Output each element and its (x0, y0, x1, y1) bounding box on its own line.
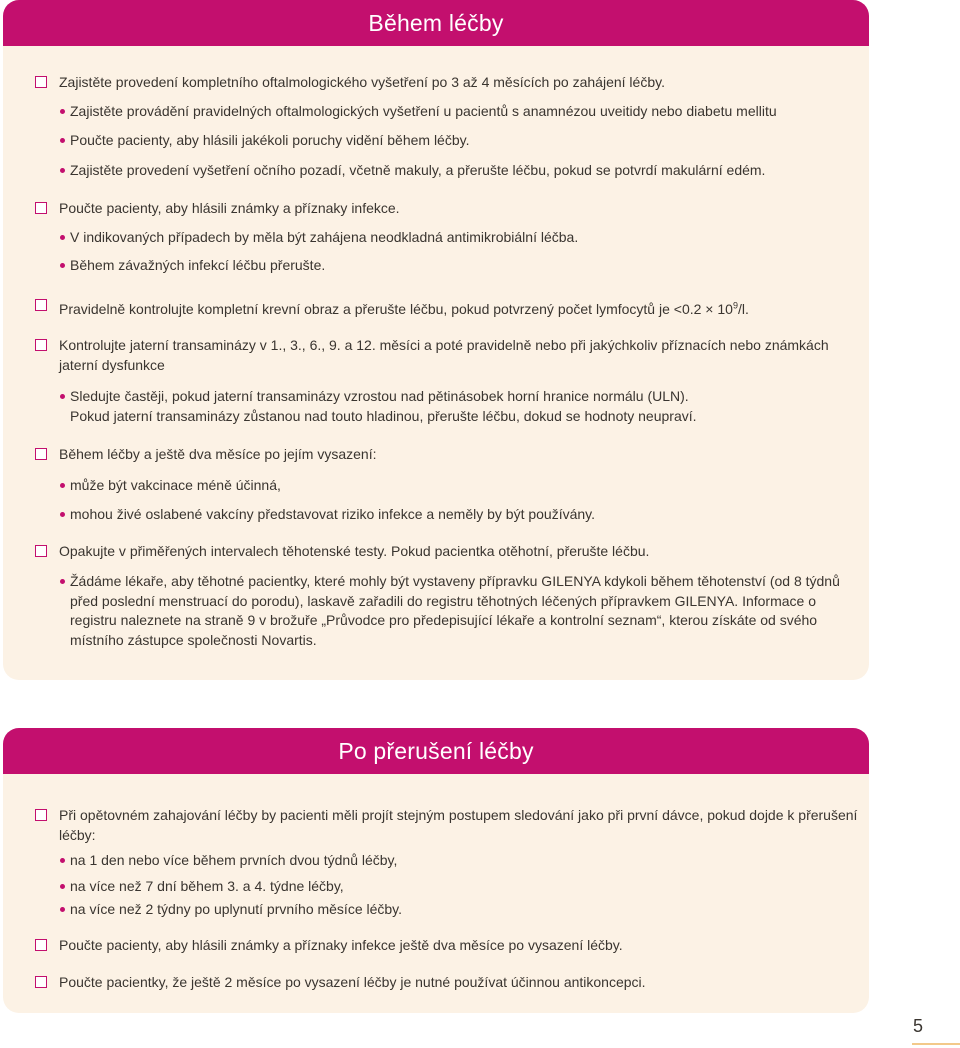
checklist-item (3, 296, 859, 319)
bullet-text: Zajistěte provádění pravidelných oftalmologických vyšetření u pacientů s anamnézou uveitidy nebo diabetu mellitu (70, 103, 777, 119)
bullet-icon (60, 109, 65, 114)
bullet-icon (60, 884, 65, 889)
checkbox-icon[interactable] (35, 76, 47, 88)
bullet-item (3, 102, 859, 122)
checklist-text: Opakujte v přiměřených intervalech těhotenské testy. Pokud pacientka otěhotní, přerušte léčbu. (59, 543, 650, 559)
checklist-text: Poučte pacienty, aby hlásili známky a příznaky infekce ještě dva měsíce po vysazení léčby. (59, 937, 623, 953)
bullet-text: může být vakcinace méně účinná, (70, 477, 281, 493)
bullet-icon (60, 858, 65, 863)
checklist-text: Při opětovném zahajování léčby by pacienti měli projít stejným postupem sledování jako při první dávce, pokud dojde k přerušení léčby: (59, 807, 858, 843)
bullet-text: Zajistěte provedení vyšetření očního pozadí, včetně makuly, a přerušte léčbu, pokud se potvrdí makulární edém. (70, 162, 766, 178)
bullet-icon (60, 168, 65, 173)
bullet-item (3, 877, 859, 897)
bullet-item (3, 256, 859, 276)
during-treatment-header (3, 0, 869, 46)
bullet-text: na více než 7 dní během 3. a 4. týdne léčby, (70, 878, 344, 894)
checklist-text: Poučte pacienty, aby hlásili známky a příznaky infekce. (59, 200, 400, 216)
bullet-text: Žádáme lékaře, aby těhotné pacientky, které mohly být vystaveny přípravku GILENYA kdykoli během těhotenství (od 8 týdnů před poslední menstruací do porodu), laskavě zařadili do registru těhotných léčených přípravkem GILENYA. Informace o registru naleznete na straně 9 v brožuře „Průvodce pro předepisující lékaře a kontrolní seznam“, kterou získáte od svého místního zástupce společnosti Novartis. (70, 573, 840, 648)
bullet-item (3, 387, 859, 407)
checklist-item (3, 973, 859, 993)
after-interruption-panel (3, 728, 869, 1013)
checklist-text: Během léčby a ještě dva měsíce po jejím vysazení: (59, 446, 377, 462)
bullet-item (3, 851, 859, 871)
bullet-text: Během závažných infekcí léčbu přerušte. (70, 257, 326, 273)
checkbox-icon[interactable] (35, 448, 47, 460)
bullet-icon (60, 235, 65, 240)
during-treatment-panel (3, 0, 869, 680)
bullet-item (3, 228, 859, 248)
bullet-icon (60, 483, 65, 488)
page-number-rule (912, 1043, 960, 1045)
checklist-item (3, 542, 859, 562)
bullet-item (3, 572, 859, 650)
bullet-text: Poučte pacienty, aby hlásili jakékoli poruchy vidění během léčby. (70, 132, 470, 148)
checkbox-icon[interactable] (35, 939, 47, 951)
page-number: 5 (913, 1016, 924, 1036)
bullet-icon (60, 138, 65, 143)
bullet-item (3, 505, 859, 525)
after-interruption-title: Po přerušení léčby (338, 737, 534, 764)
checkbox-icon[interactable] (35, 299, 47, 311)
checklist-text: Poučte pacientky, že ještě 2 měsíce po vysazení léčby je nutné používat účinnou antikoncepci. (59, 974, 646, 990)
bullet-text: Sledujte častěji, pokud jaterní transaminázy vzrostou nad pětinásobek horní hranice normálu (ULN). (70, 388, 689, 404)
checklist-item (3, 806, 859, 845)
bullet-icon (60, 579, 65, 584)
checkbox-icon[interactable] (35, 339, 47, 351)
checklist-text: Zajistěte provedení kompletního oftalmologického vyšetření po 3 až 4 měsících po zahájení léčby. (59, 74, 665, 90)
bullet-item (3, 131, 859, 151)
continuation-text: Pokud jaterní transaminázy zůstanou nad touto hladinou, přerušte léčbu, dokud se hodnoty neupraví. (70, 408, 697, 424)
checkbox-icon[interactable] (35, 976, 47, 988)
bullet-text: na více než 2 týdny po uplynutí prvního měsíce léčby. (70, 901, 403, 917)
bullet-item (3, 900, 859, 920)
checklist-item (3, 336, 859, 375)
during-treatment-title: Během léčby (368, 9, 504, 36)
bullet-icon (60, 512, 65, 517)
bullet-text: V indikovaných případech by měla být zahájena neodkladná antimikrobiální léčba. (70, 229, 579, 245)
checkbox-icon[interactable] (35, 545, 47, 557)
checklist-text: Pravidelně kontrolujte kompletní krevní obraz a přerušte léčbu, pokud potvrzený počet lymfocytů je $<0.2 \times 10^9/l$. (59, 300, 749, 317)
bullet-text: na 1 den nebo více během prvních dvou týdnů léčby, (70, 852, 398, 868)
after-interruption-header (3, 728, 869, 774)
checklist-item (3, 199, 859, 219)
bullet-text: mohou živé oslabené vakcíny představovat riziko infekce a neměly by být používány. (70, 506, 596, 522)
bullet-icon (60, 394, 65, 399)
checklist-item (3, 445, 859, 465)
checklist-item (3, 936, 859, 956)
bullet-icon (60, 907, 65, 912)
checkbox-icon[interactable] (35, 809, 47, 821)
checklist-text: Kontrolujte jaterní transaminázy v 1., 3., 6., 9. a 12. měsíci a poté pravidelně nebo při jakýchkoliv příznacích nebo známkách jaterní dysfunkce (59, 337, 829, 373)
bullet-item (3, 161, 859, 181)
bullet-item (3, 476, 859, 496)
bullet-icon (60, 263, 65, 268)
checklist-item (3, 73, 859, 93)
checkbox-icon[interactable] (35, 202, 47, 214)
